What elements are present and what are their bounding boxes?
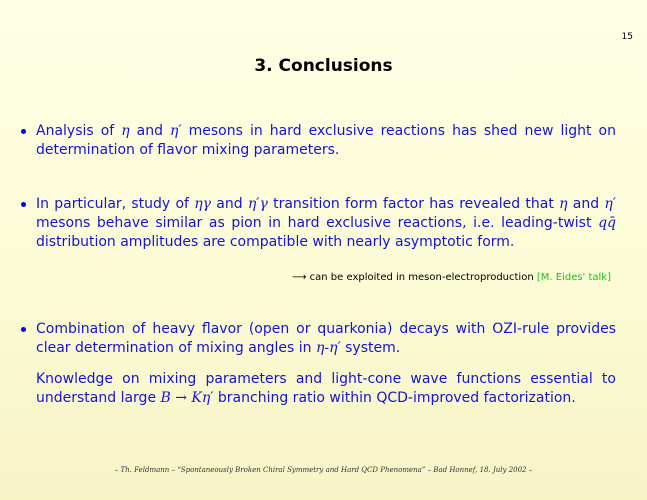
bullet-text-3-paragraph-2: Knowledge on mixing parameters and light-cone wave functions essential to understand large B → Kη′ branching ratio within QCD-improved factorization. [36,371,616,406]
page-number: 15 [621,32,633,42]
bullet-marker [21,202,26,207]
bullet-marker [21,129,26,134]
talk-reference: [M. Eides' talk] [536,272,611,283]
arrow-icon: ⟶ [292,272,307,283]
bullet-item-1 [36,122,616,160]
slide-title: 3. Conclusions [254,56,393,76]
footer: – Th. Feldmann – “Spontaneously Broken Chiral Symmetry and Hard QCD Phenomena” – Bad Honnef, 18. July 2002 – [114,466,533,474]
bullet-text-2: In particular, study of ηγ and η′γ transition form factor has revealed that η and η′ mesons behave similar as pion in hard exclusive reactions, i.e. leading-twist qq̄ distribution amplitudes are compatible with nearly asymptotic form. [36,196,616,250]
bullet-text-1: Analysis of η and η′ mesons in hard exclusive reactions has shed new light on determination of flavor mixing parameters. [36,123,616,158]
bullet-item-3 [36,320,616,408]
bullet-item-2 [36,195,616,252]
side-note: ⟶ can be exploited in meson-electroproduction [M. Eides' talk] [292,272,611,283]
bullet-text-3: Combination of heavy flavor (open or quarkonia) decays with OZI-rule provides clear determination of mixing angles in η-η′ system. [36,321,616,356]
bullet-marker [21,327,26,332]
